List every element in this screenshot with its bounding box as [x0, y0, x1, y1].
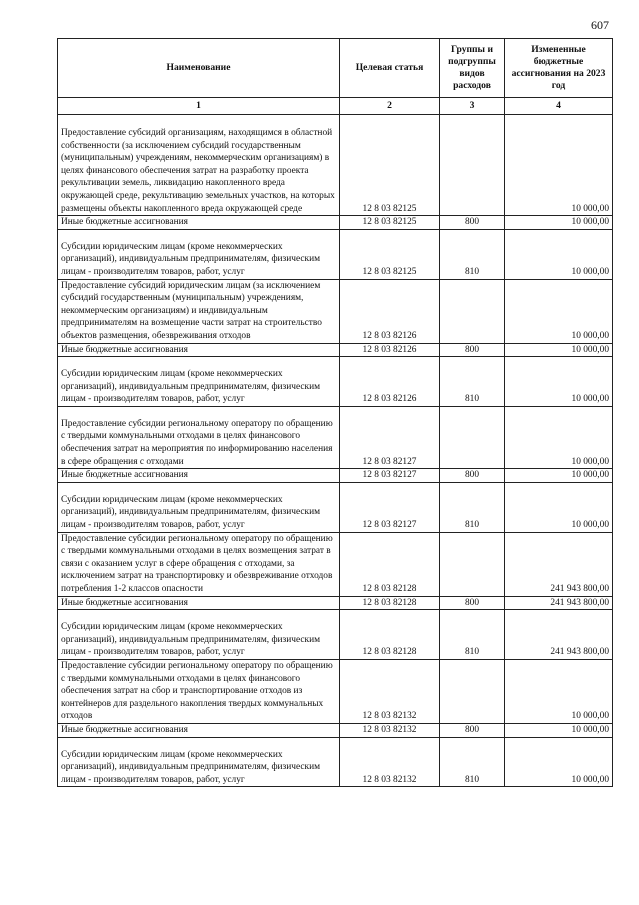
- row-target-code: 12 8 03 82127: [340, 469, 440, 483]
- budget-table: [57, 38, 613, 787]
- row-name: Иные бюджетные ассигнования: [58, 216, 340, 230]
- table-row: [58, 532, 613, 596]
- row-amount: 241 943 800,00: [505, 532, 613, 596]
- row-target-code: 12 8 03 82125: [340, 229, 440, 279]
- row-amount: 10 000,00: [505, 357, 613, 407]
- column-number-1: 1: [58, 98, 340, 115]
- row-name: Предоставление субсидии региональному оператору по обращению с твердыми коммунальными отходами в целях возмещения затрат в связи с оказанием услуг в сфере обращения с отходами, за исключением затрат на транспортировку и обезвреживание отходов потребления 1-2 классов опасности: [58, 532, 340, 596]
- table-row: [58, 596, 613, 610]
- row-name: Субсидии юридическим лицам (кроме некоммерческих организаций), индивидуальным предпринимателям, физическим лицам - производителям товаров, работ, услуг: [58, 229, 340, 279]
- row-target-code: 12 8 03 82126: [340, 343, 440, 357]
- row-amount: 10 000,00: [505, 659, 613, 723]
- table-row: [58, 216, 613, 230]
- table-row: [58, 229, 613, 279]
- row-target-code: 12 8 03 82132: [340, 723, 440, 737]
- row-name: Предоставление субсидий организациям, находящимся в областной собственности (за исключением субсидий государственным (муниципальным) учреждениям, некоммерческим организациям) в целях финансового обеспечения затрат на разработку проекта рекультивации земель, ликвидацию накопленного вреда окружающей среде, рекультивацию земельных участков, на которых размещены объекты накопленного вреда окружающей среде: [58, 115, 340, 216]
- row-target-code: 12 8 03 82132: [340, 737, 440, 787]
- row-amount: 10 000,00: [505, 343, 613, 357]
- row-amount: 10 000,00: [505, 216, 613, 230]
- column-number-3: 3: [440, 98, 505, 115]
- row-amount: 10 000,00: [505, 115, 613, 216]
- header-name: Наименование: [58, 39, 340, 98]
- row-target-code: 12 8 03 82125: [340, 216, 440, 230]
- table-row: [58, 723, 613, 737]
- row-expense-group: 810: [440, 610, 505, 660]
- row-amount: 10 000,00: [505, 737, 613, 787]
- header-expense-group: Группы и подгруппы видов расходов: [440, 39, 505, 98]
- row-expense-group: [440, 115, 505, 216]
- row-name: Субсидии юридическим лицам (кроме некоммерческих организаций), индивидуальным предпринимателям, физическим лицам - производителям товаров, работ, услуг: [58, 357, 340, 407]
- row-name: Иные бюджетные ассигнования: [58, 469, 340, 483]
- row-amount: 241 943 800,00: [505, 596, 613, 610]
- table-row: [58, 357, 613, 407]
- row-expense-group: 800: [440, 596, 505, 610]
- column-number-2: 2: [340, 98, 440, 115]
- page-number: 607: [591, 18, 609, 32]
- row-expense-group: 800: [440, 216, 505, 230]
- row-name: Субсидии юридическим лицам (кроме некоммерческих организаций), индивидуальным предпринимателям, физическим лицам - производителям товаров, работ, услуг: [58, 610, 340, 660]
- row-expense-group: 810: [440, 482, 505, 532]
- row-expense-group: 810: [440, 737, 505, 787]
- header-target-article: Целевая статья: [340, 39, 440, 98]
- table-row: [58, 482, 613, 532]
- table-row: [58, 737, 613, 787]
- row-target-code: 12 8 03 82128: [340, 532, 440, 596]
- row-amount: 10 000,00: [505, 469, 613, 483]
- row-amount: 10 000,00: [505, 723, 613, 737]
- table-row: [58, 610, 613, 660]
- table-row: [58, 469, 613, 483]
- row-name: Субсидии юридическим лицам (кроме некоммерческих организаций), индивидуальным предпринимателям, физическим лицам - производителям товаров, работ, услуг: [58, 482, 340, 532]
- row-amount: 10 000,00: [505, 406, 613, 468]
- row-name: Предоставление субсидии региональному оператору по обращению с твердыми коммунальными отходами в целях финансового обеспечения затрат на мероприятия по информированию населения в сфере обращения с отходами: [58, 406, 340, 468]
- table-row: [58, 406, 613, 468]
- header-allocations-2023: Измененные бюджетные ассигнования на 2023 год: [505, 39, 613, 98]
- row-expense-group: 800: [440, 469, 505, 483]
- row-target-code: 12 8 03 82128: [340, 596, 440, 610]
- table-row: [58, 279, 613, 343]
- table-column-numbers: [58, 98, 613, 115]
- row-amount: 10 000,00: [505, 229, 613, 279]
- row-target-code: 12 8 03 82126: [340, 279, 440, 343]
- row-expense-group: [440, 532, 505, 596]
- row-expense-group: [440, 659, 505, 723]
- row-name: Субсидии юридическим лицам (кроме некоммерческих организаций), индивидуальным предпринимателям, физическим лицам - производителям товаров, работ, услуг: [58, 737, 340, 787]
- table-row: [58, 659, 613, 723]
- row-name: Предоставление субсидий юридическим лицам (за исключением субсидий государственным (муниципальным) учреждениям, некоммерческим организациям) и индивидуальным предпринимателям на возмещение части затрат на строительство объектов размещения, обезвреживания отходов: [58, 279, 340, 343]
- row-expense-group: 810: [440, 357, 505, 407]
- row-expense-group: [440, 279, 505, 343]
- table-row: [58, 343, 613, 357]
- row-expense-group: [440, 406, 505, 468]
- row-amount: 10 000,00: [505, 279, 613, 343]
- row-amount: 10 000,00: [505, 482, 613, 532]
- row-name: Иные бюджетные ассигнования: [58, 596, 340, 610]
- row-expense-group: 800: [440, 723, 505, 737]
- row-target-code: 12 8 03 82132: [340, 659, 440, 723]
- row-name: Предоставление субсидии региональному оператору по обращению с твердыми коммунальными отходами в целях финансового обеспечения затрат на сбор и транспортирование отходов из контейнеров для раздельного накопления твердых коммунальных отходов: [58, 659, 340, 723]
- row-target-code: 12 8 03 82126: [340, 357, 440, 407]
- row-target-code: 12 8 03 82128: [340, 610, 440, 660]
- row-target-code: 12 8 03 82127: [340, 406, 440, 468]
- row-expense-group: 800: [440, 343, 505, 357]
- row-amount: 241 943 800,00: [505, 610, 613, 660]
- row-name: Иные бюджетные ассигнования: [58, 343, 340, 357]
- column-number-4: 4: [505, 98, 613, 115]
- row-target-code: 12 8 03 82127: [340, 482, 440, 532]
- row-name: Иные бюджетные ассигнования: [58, 723, 340, 737]
- row-expense-group: 810: [440, 229, 505, 279]
- row-target-code: 12 8 03 82125: [340, 115, 440, 216]
- table-row: [58, 115, 613, 216]
- table-header-row: [58, 39, 613, 98]
